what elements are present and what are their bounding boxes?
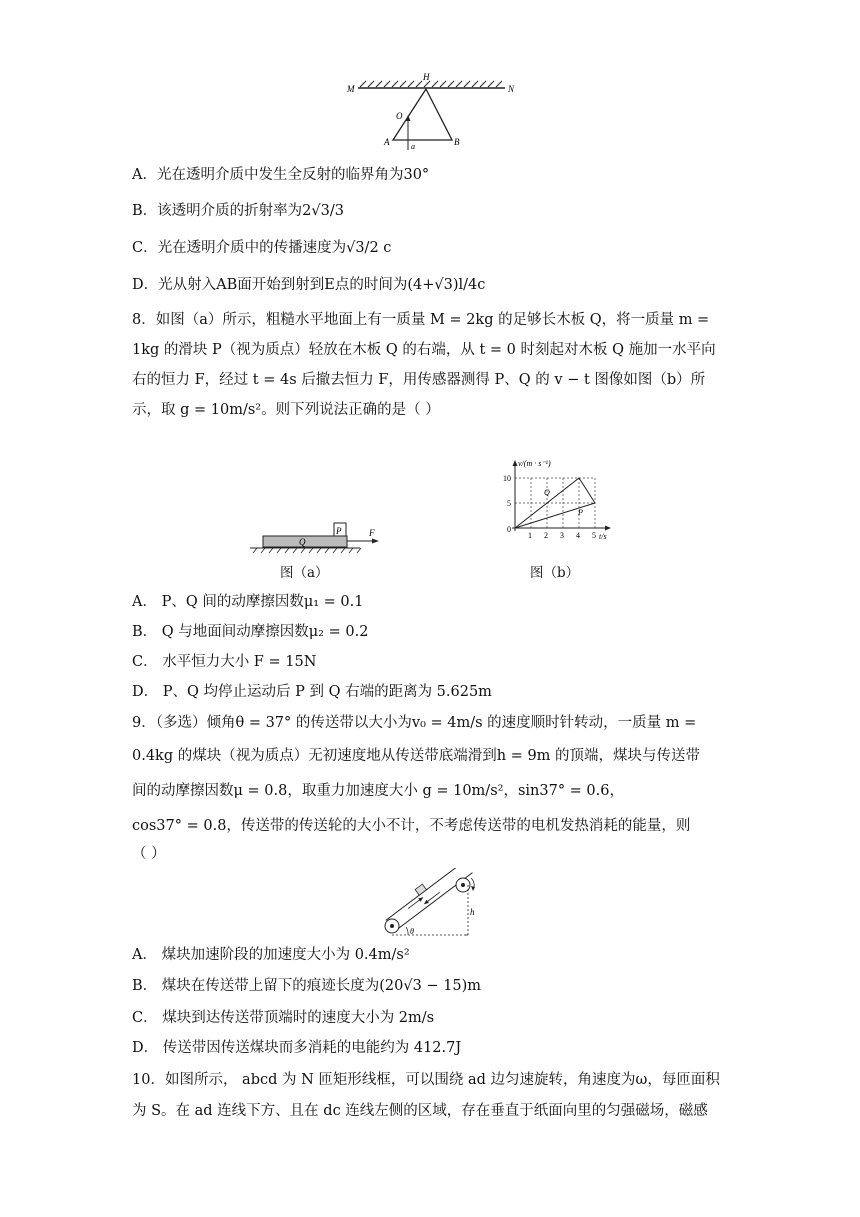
q8-stem-line-3: 右的恒力 F，经过 t = 4s 后撤去恒力 F，用传感器测得 P、Q 的 v − t 图像如图（b）所 <box>132 372 706 388</box>
prism-figure <box>340 70 520 150</box>
q8-option-c: C． 水平恒力大小 F = 15N <box>132 654 317 670</box>
q8-option-a: A． P、Q 间的动摩擦因数μ₁ = 0.1 <box>132 594 364 610</box>
q9-stem-line-2: 0.4kg 的煤块（视为质点）无初速度地从传送带底端滑到h = 9m 的顶端，煤块与传送带 <box>132 748 701 764</box>
series-label-Q: Q <box>544 488 550 497</box>
y-tick-5: 5 <box>507 499 511 508</box>
conveyor-figure <box>380 868 480 943</box>
board-block-figure <box>245 515 385 555</box>
series-label-P: P <box>578 508 583 517</box>
y-tick-10: 10 <box>503 474 511 483</box>
label-N: N <box>508 84 515 94</box>
q9-stem-line-3: 间的动摩擦因数μ = 0.8，取重力加速度大小 g = 10m/s²，sin37° = 0.6， <box>132 783 624 799</box>
fig-b-caption: 图（b） <box>530 565 580 581</box>
label-theta: θ <box>410 927 414 936</box>
q7-option-b: B．该透明介质的折射率为2√3/3 <box>132 203 344 219</box>
q7-option-d: D．光从射入AB面开始到射到E点的时间为(4+√3)l/4c <box>132 277 486 293</box>
q8-option-b: B． Q 与地面间动摩擦因数μ₂ = 0.2 <box>132 624 369 640</box>
q9-option-d: D． 传送带因传送煤块而多消耗的电能约为 412.7J <box>132 1040 462 1056</box>
label-F: F <box>369 528 375 538</box>
label-O: O <box>396 111 403 121</box>
label-h: h <box>470 907 475 917</box>
q9-option-c: C． 煤块到达传送带顶端时的速度大小为 2m/s <box>132 1010 435 1026</box>
q9-stem-line-5: （ ） <box>132 846 166 862</box>
x-tick-1: 1 <box>528 531 532 540</box>
q8-option-d: D． P、Q 均停止运动后 P 到 Q 右端的距离为 5.625m <box>132 684 492 700</box>
q8-stem-line-2: 1kg 的滑块 P（视为质点）轻放在木板 Q 的右端，从 t = 0 时刻起对木板 Q 施加一水平向 <box>132 342 716 358</box>
label-Q: Q <box>299 537 306 547</box>
q9-stem-line-1: 9．（多选）倾角θ = 37° 的传送带以大小为v₀ = 4m/s 的速度顺时针转动，一质量 m = <box>132 715 697 731</box>
x-axis-label: t/s <box>599 532 607 541</box>
q7-option-c: C．光在透明介质中的传播速度为√3/2 c <box>132 240 392 256</box>
label-A: A <box>384 137 390 147</box>
y-axis-label: v/(m · s⁻¹) <box>518 459 551 468</box>
q8-stem-line-4: 示，取 g = 10m/s²。则下列说法正确的是（ ） <box>132 402 440 418</box>
x-tick-3: 3 <box>560 531 564 540</box>
q9-option-b: B． 煤块在传送带上留下的痕迹长度为(20√3 − 15)m <box>132 978 482 994</box>
fig-a-caption: 图（a） <box>280 565 329 581</box>
x-tick-5: 5 <box>592 531 596 540</box>
label-B: B <box>454 137 460 147</box>
label-H: H <box>423 72 430 82</box>
q8-stem-line-1: 8．如图（a）所示，粗糙水平地面上有一质量 M = 2kg 的足够长木板 Q，将一质量 m = <box>132 312 710 328</box>
q10-stem-line-2: 为 S。在 ad 连线下方、且在 dc 连线左侧的区域，存在垂直于纸面向里的匀强磁场，磁感 <box>132 1103 708 1119</box>
x-tick-0: 0 <box>507 525 511 534</box>
x-tick-2: 2 <box>544 531 548 540</box>
label-M: M <box>347 84 355 94</box>
q7-option-a: A．光在透明介质中发生全反射的临界角为30° <box>132 167 430 183</box>
x-tick-4: 4 <box>576 531 580 540</box>
q9-option-a: A． 煤块加速阶段的加速度大小为 0.4m/s² <box>132 947 410 963</box>
q9-stem-line-4: cos37° = 0.8，传送带的传送轮的大小不计，不考虑传送带的电机发热消耗的能量，则 <box>132 818 691 834</box>
q10-stem-line-1: 10．如图所示， abcd 为 N 匝矩形线框，可以围绕 ad 边匀速旋转，角速度为ω，每匝面积 <box>132 1072 720 1088</box>
label-P: P <box>336 526 342 536</box>
vt-graph <box>500 455 625 545</box>
label-a: a <box>411 142 415 150</box>
